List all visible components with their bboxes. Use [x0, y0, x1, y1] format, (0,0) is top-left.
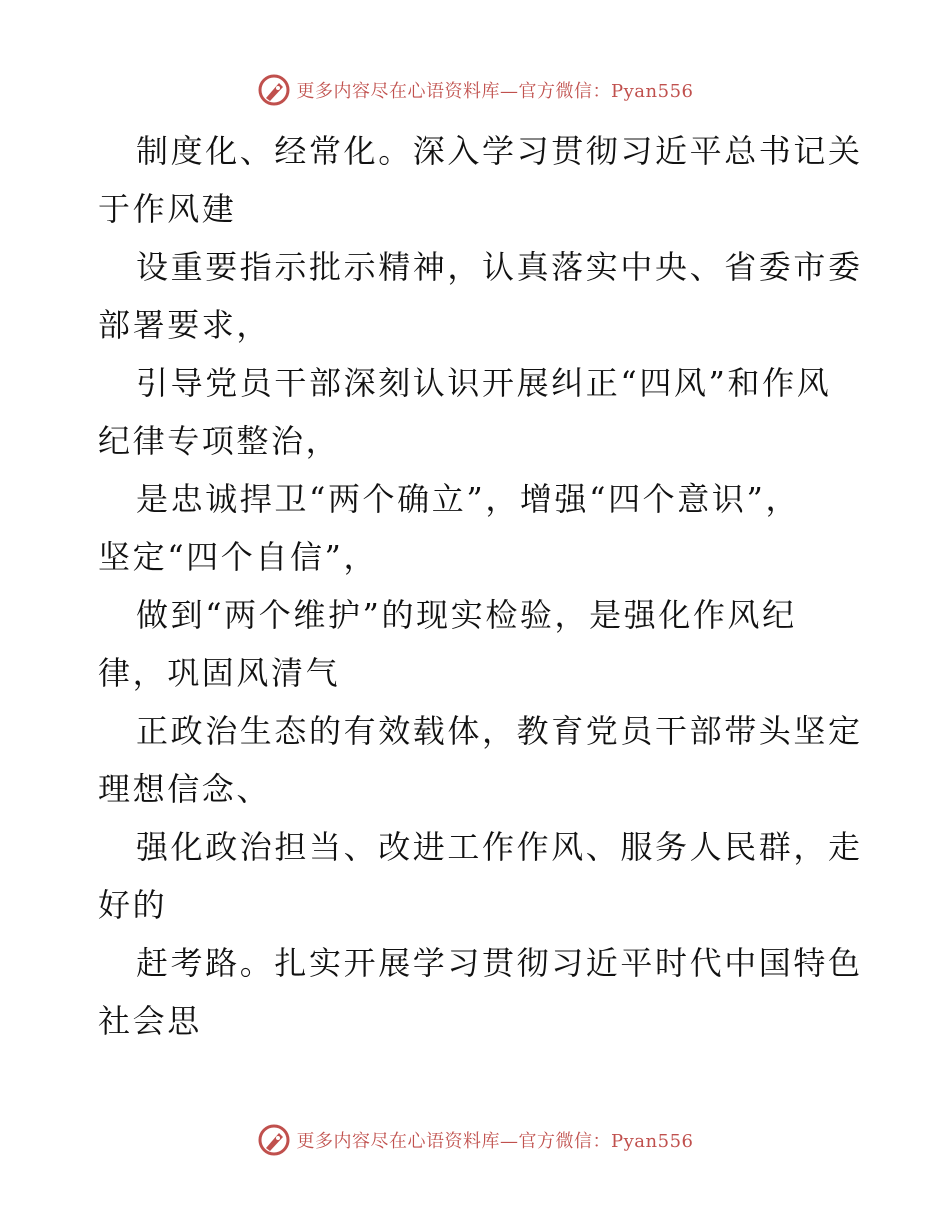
paragraph — [98, 238, 863, 354]
paragraph-line: 好的 — [98, 886, 168, 924]
header-banner-text: 更多内容尽在心语资料库—官方微信：Pyan556 — [296, 81, 694, 102]
paragraph — [98, 470, 858, 586]
paragraph-line: 坚定“四个自信”， — [98, 538, 379, 576]
header-banner — [0, 70, 950, 110]
paragraph — [98, 818, 863, 934]
document-body — [98, 122, 863, 1050]
paragraph — [98, 354, 858, 470]
paragraph-line: 于作风建 — [98, 190, 237, 228]
footer-banner — [0, 1120, 950, 1160]
paragraph-line: 律，巩固风清气 — [98, 654, 341, 692]
paragraph-line: 制度化、经常化。深入学习贯彻习近平总书记关 — [136, 132, 863, 170]
pen-nib-circle-icon — [257, 73, 291, 107]
paragraph — [98, 586, 858, 702]
paragraph-line: 是忠诚捍卫“两个确立”，增强“四个意识”， — [136, 480, 801, 518]
paragraph — [98, 122, 863, 238]
paragraph-line: 纪律专项整治， — [98, 422, 341, 460]
paragraph-line: 赶考路。扎实开展学习贯彻习近平时代中国特色 — [136, 944, 863, 982]
paragraph-line: 设重要指示批示精神，认真落实中央、省委市委 — [136, 248, 863, 286]
paragraph-line: 部署要求， — [98, 306, 272, 344]
paragraph-line: 做到“两个维护”的现实检验，是强化作风纪 — [136, 596, 797, 634]
paragraph-line: 正政治生态的有效载体，教育党员干部带头坚定 — [136, 712, 863, 750]
paragraph-line: 理想信念、 — [98, 770, 272, 808]
pen-nib-circle-icon — [257, 1123, 291, 1157]
paragraph — [98, 702, 863, 818]
paragraph — [98, 934, 863, 1050]
paragraph-line: 强化政治担当、改进工作作风、服务人民群，走 — [136, 828, 863, 866]
footer-banner-text: 更多内容尽在心语资料库—官方微信：Pyan556 — [296, 1131, 694, 1152]
paragraph-line: 引导党员干部深刻认识开展纠正“四风”和作风 — [136, 364, 832, 402]
paragraph-line: 社会思 — [98, 1002, 202, 1040]
